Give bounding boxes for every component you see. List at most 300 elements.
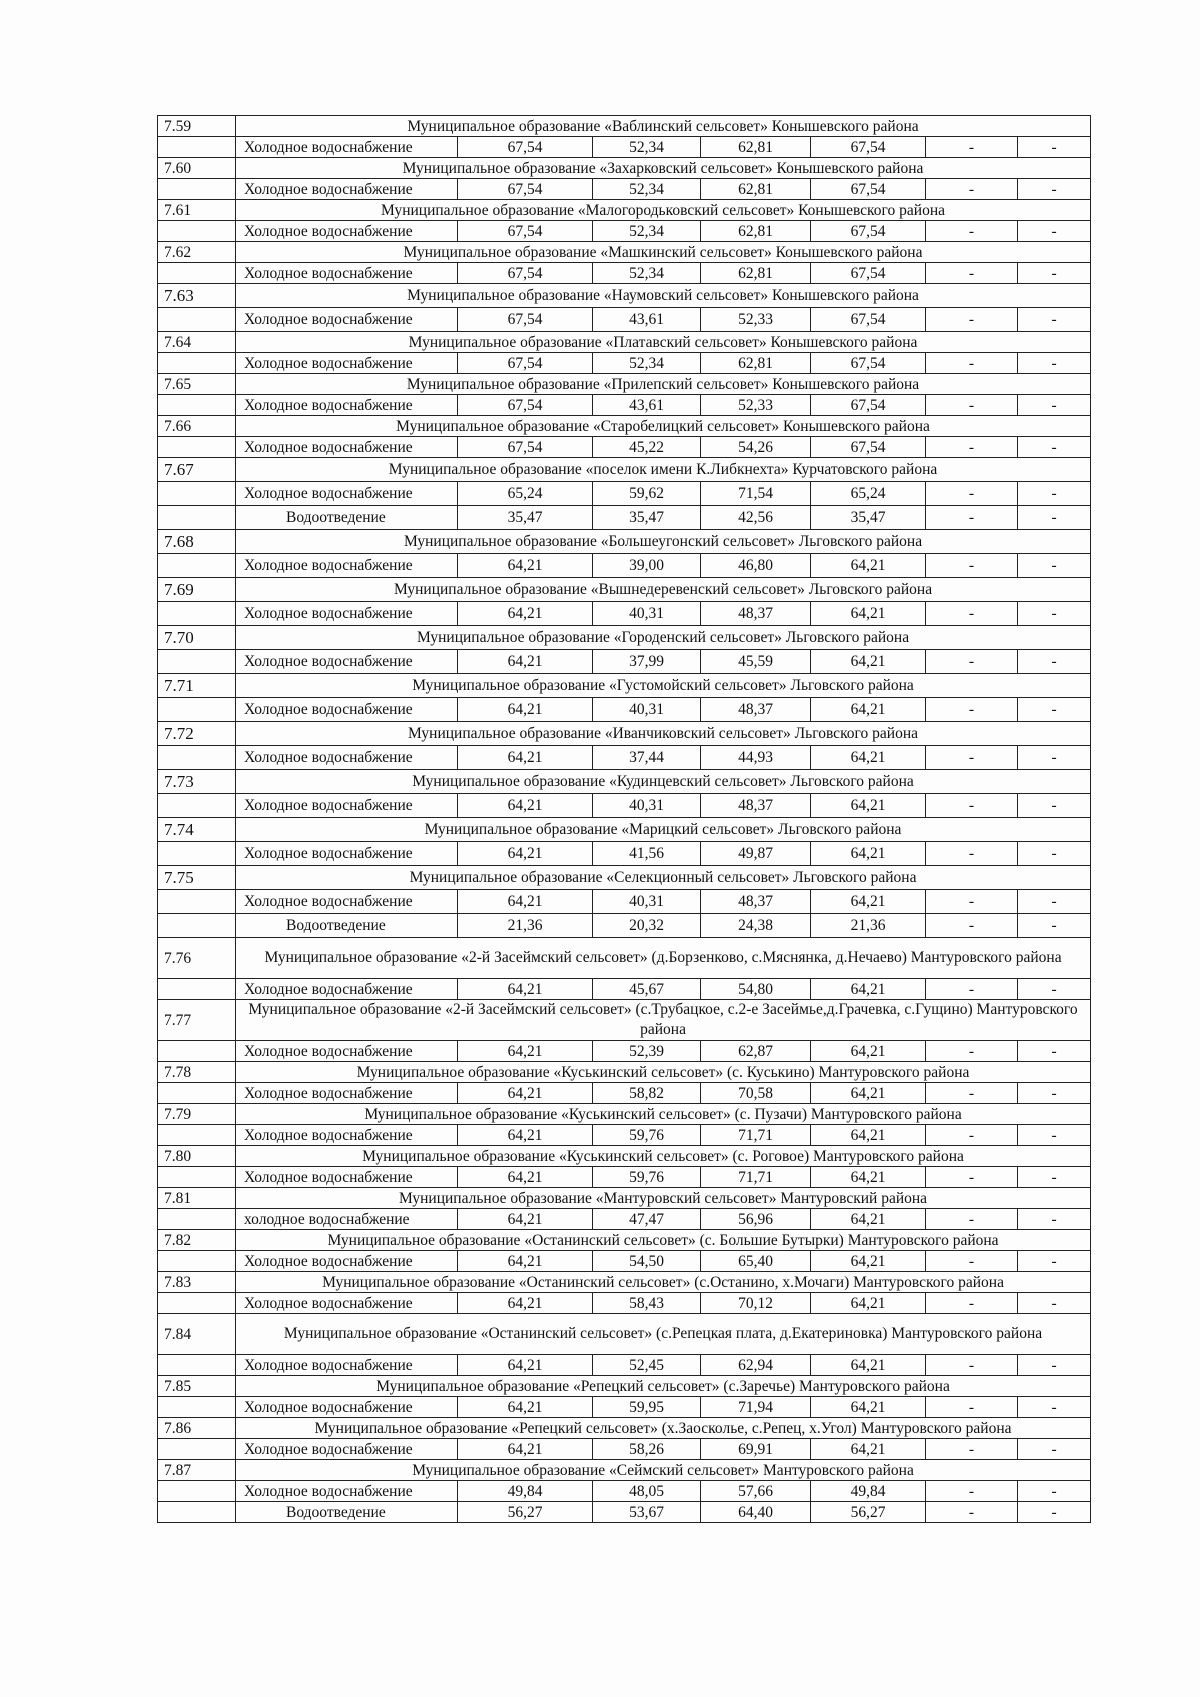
empty-number-cell: [158, 602, 236, 626]
tariff-value-cell: 70,58: [701, 1083, 811, 1104]
municipality-name: Муниципальное образование «Марицкий сельсовет» Льговского района: [236, 818, 1091, 842]
municipality-name: Муниципальное образование «Большеугонский сельсовет» Льговского района: [236, 530, 1091, 554]
municipality-name: Муниципальное образование «Густомойский сельсовет» Льговского района: [236, 674, 1091, 698]
service-name: Холодное водоснабжение: [236, 482, 458, 506]
municipality-name: Муниципальное образование «Мантуровский сельсовет» Мантуровский района: [236, 1188, 1091, 1209]
service-row: [158, 1041, 1091, 1062]
tariff-value-cell: -: [926, 308, 1018, 332]
municipality-name: Муниципальное образование «Захарковский сельсовет» Конышевского района: [236, 158, 1091, 179]
tariff-value-cell: -: [926, 179, 1018, 200]
section-header-row: [158, 1460, 1091, 1481]
tariff-value-cell: 64,21: [458, 1167, 593, 1188]
service-name: Холодное водоснабжение: [236, 437, 458, 458]
section-number: 7.81: [158, 1188, 236, 1209]
service-name: Холодное водоснабжение: [236, 1293, 458, 1314]
tariff-value-cell: 52,33: [701, 395, 811, 416]
section-header-row: [158, 1104, 1091, 1125]
municipality-name: Муниципальное образование «Вышнедеревенский сельсовет» Льговского района: [236, 578, 1091, 602]
service-name: Холодное водоснабжение: [236, 602, 458, 626]
section-header-row: [158, 158, 1091, 179]
tariff-value-cell: -: [926, 221, 1018, 242]
tariff-value-cell: 64,21: [811, 650, 926, 674]
section-number: 7.64: [158, 332, 236, 353]
tariff-value-cell: -: [1018, 698, 1091, 722]
service-row: [158, 482, 1091, 506]
section-header-row: [158, 332, 1091, 353]
tariff-value-cell: 59,76: [593, 1167, 701, 1188]
tariff-value-cell: 64,21: [458, 1251, 593, 1272]
tariff-value-cell: -: [926, 698, 1018, 722]
tariff-value-cell: 64,21: [811, 554, 926, 578]
tariff-value-cell: -: [926, 1293, 1018, 1314]
municipality-name: Муниципальное образование «Прилепский сельсовет» Конышевского района: [236, 374, 1091, 395]
tariff-value-cell: 67,54: [458, 353, 593, 374]
service-row: [158, 979, 1091, 1000]
service-name: Холодное водоснабжение: [236, 1041, 458, 1062]
section-header-row: [158, 284, 1091, 308]
tariff-value-cell: -: [1018, 395, 1091, 416]
tariff-value-cell: -: [926, 746, 1018, 770]
tariff-value-cell: -: [1018, 1041, 1091, 1062]
tariff-value-cell: -: [1018, 263, 1091, 284]
tariff-value-cell: 21,36: [458, 914, 593, 938]
tariff-value-cell: 64,21: [458, 1355, 593, 1376]
tariff-value-cell: -: [1018, 794, 1091, 818]
tariff-value-cell: 62,81: [701, 263, 811, 284]
tariff-value-cell: 56,27: [811, 1502, 926, 1523]
section-header-row: [158, 416, 1091, 437]
service-name: Холодное водоснабжение: [236, 1083, 458, 1104]
tariff-value-cell: 64,21: [811, 890, 926, 914]
tariff-value-cell: 64,21: [811, 602, 926, 626]
section-header-row: [158, 1230, 1091, 1251]
empty-number-cell: [158, 263, 236, 284]
service-row: [158, 890, 1091, 914]
tariff-value-cell: -: [926, 1502, 1018, 1523]
service-row: [158, 698, 1091, 722]
service-name: Холодное водоснабжение: [236, 1439, 458, 1460]
municipality-name: Муниципальное образование «Селекционный сельсовет» Льговского района: [236, 866, 1091, 890]
section-number: 7.72: [158, 722, 236, 746]
tariff-value-cell: -: [1018, 482, 1091, 506]
tariff-value-cell: 67,54: [811, 263, 926, 284]
tariff-value-cell: 48,37: [701, 602, 811, 626]
tariff-value-cell: 64,21: [458, 842, 593, 866]
section-header-row: [158, 374, 1091, 395]
tariff-value-cell: 49,84: [811, 1481, 926, 1502]
tariff-value-cell: 58,82: [593, 1083, 701, 1104]
tariff-value-cell: -: [926, 1125, 1018, 1146]
tariff-value-cell: -: [926, 554, 1018, 578]
tariff-value-cell: 65,40: [701, 1251, 811, 1272]
tariff-value-cell: -: [926, 890, 1018, 914]
tariff-value-cell: -: [1018, 1502, 1091, 1523]
tariff-value-cell: 20,32: [593, 914, 701, 938]
tariff-value-cell: 67,54: [811, 353, 926, 374]
tariff-value-cell: 59,62: [593, 482, 701, 506]
tariff-value-cell: -: [1018, 179, 1091, 200]
tariff-value-cell: -: [1018, 308, 1091, 332]
empty-number-cell: [158, 1125, 236, 1146]
tariff-value-cell: 45,67: [593, 979, 701, 1000]
tariff-value-cell: -: [1018, 1397, 1091, 1418]
service-name: Водоотведение: [236, 1502, 458, 1523]
service-name: Холодное водоснабжение: [236, 395, 458, 416]
empty-number-cell: [158, 1481, 236, 1502]
tariff-value-cell: 64,21: [811, 746, 926, 770]
tariff-value-cell: -: [1018, 1439, 1091, 1460]
tariff-value-cell: 58,26: [593, 1439, 701, 1460]
empty-number-cell: [158, 1209, 236, 1230]
service-name: Холодное водоснабжение: [236, 308, 458, 332]
empty-number-cell: [158, 1502, 236, 1523]
tariff-value-cell: -: [1018, 746, 1091, 770]
tariff-value-cell: -: [1018, 221, 1091, 242]
municipality-name: Муниципальное образование «2-й Засеймский сельсовет» (с.Трубацкое, с.2-е Засеймье,д.Грачевка, с.Гущино) Мантуровского района: [236, 1000, 1091, 1041]
tariff-value-cell: 37,44: [593, 746, 701, 770]
tariff-value-cell: 64,40: [701, 1502, 811, 1523]
section-header-row: [158, 1314, 1091, 1355]
tariff-value-cell: -: [926, 1397, 1018, 1418]
tariff-value-cell: 67,54: [811, 137, 926, 158]
tariff-value-cell: -: [1018, 554, 1091, 578]
tariff-value-cell: 64,21: [458, 746, 593, 770]
section-number: 7.65: [158, 374, 236, 395]
municipality-name: Муниципальное образование «Ваблинский сельсовет» Конышевского района: [236, 116, 1091, 137]
empty-number-cell: [158, 914, 236, 938]
tariff-value-cell: 67,54: [458, 137, 593, 158]
tariff-value-cell: 54,50: [593, 1251, 701, 1272]
tariff-value-cell: 64,21: [458, 554, 593, 578]
tariff-value-cell: 24,38: [701, 914, 811, 938]
service-row: [158, 1125, 1091, 1146]
tariff-value-cell: 64,21: [811, 979, 926, 1000]
service-name: Холодное водоснабжение: [236, 137, 458, 158]
tariff-value-cell: -: [926, 842, 1018, 866]
service-name: Холодное водоснабжение: [236, 179, 458, 200]
section-header-row: [158, 674, 1091, 698]
tariff-value-cell: 64,21: [458, 1293, 593, 1314]
tariff-value-cell: -: [1018, 650, 1091, 674]
tariff-value-cell: 52,34: [593, 263, 701, 284]
empty-number-cell: [158, 1083, 236, 1104]
empty-number-cell: [158, 353, 236, 374]
tariff-value-cell: 67,54: [458, 395, 593, 416]
empty-number-cell: [158, 506, 236, 530]
tariff-value-cell: 35,47: [811, 506, 926, 530]
tariff-value-cell: 52,34: [593, 353, 701, 374]
tariff-value-cell: 62,81: [701, 137, 811, 158]
municipality-name: Муниципальное образование «Малогородьковский сельсовет» Конышевского района: [236, 200, 1091, 221]
service-row: [158, 1251, 1091, 1272]
municipality-name: Муниципальное образование «Наумовский сельсовет» Конышевского района: [236, 284, 1091, 308]
tariff-value-cell: -: [926, 1041, 1018, 1062]
tariff-value-cell: 69,91: [701, 1439, 811, 1460]
tariff-value-cell: 67,54: [811, 395, 926, 416]
section-number: 7.69: [158, 578, 236, 602]
tariff-value-cell: 67,54: [811, 437, 926, 458]
tariff-value-cell: 62,94: [701, 1355, 811, 1376]
tariff-value-cell: 54,80: [701, 979, 811, 1000]
section-number: 7.67: [158, 458, 236, 482]
section-number: 7.63: [158, 284, 236, 308]
empty-number-cell: [158, 1439, 236, 1460]
tariff-value-cell: -: [1018, 842, 1091, 866]
service-name: Холодное водоснабжение: [236, 221, 458, 242]
service-name: Холодное водоснабжение: [236, 554, 458, 578]
section-number: 7.84: [158, 1314, 236, 1355]
empty-number-cell: [158, 842, 236, 866]
tariff-value-cell: 64,21: [811, 794, 926, 818]
tariff-value-cell: 37,99: [593, 650, 701, 674]
tariff-table: [157, 115, 1091, 1523]
tariff-value-cell: -: [926, 137, 1018, 158]
tariff-value-cell: -: [1018, 602, 1091, 626]
empty-number-cell: [158, 221, 236, 242]
tariff-value-cell: 58,43: [593, 1293, 701, 1314]
tariff-value-cell: -: [926, 1209, 1018, 1230]
tariff-value-cell: 64,21: [458, 1041, 593, 1062]
service-row: [158, 1481, 1091, 1502]
tariff-value-cell: -: [1018, 1083, 1091, 1104]
tariff-value-cell: 53,67: [593, 1502, 701, 1523]
section-number: 7.70: [158, 626, 236, 650]
empty-number-cell: [158, 979, 236, 1000]
section-number: 7.73: [158, 770, 236, 794]
service-name: Холодное водоснабжение: [236, 1167, 458, 1188]
municipality-name: Муниципальное образование «Репецкий сельсовет» (с.Заречье) Мантуровского района: [236, 1376, 1091, 1397]
section-number: 7.76: [158, 938, 236, 979]
tariff-value-cell: 41,56: [593, 842, 701, 866]
section-number: 7.87: [158, 1460, 236, 1481]
service-row: [158, 137, 1091, 158]
tariff-value-cell: 62,87: [701, 1041, 811, 1062]
section-header-row: [158, 1418, 1091, 1439]
section-number: 7.78: [158, 1062, 236, 1083]
tariff-value-cell: 71,71: [701, 1125, 811, 1146]
tariff-value-cell: -: [1018, 979, 1091, 1000]
tariff-value-cell: 64,21: [811, 1125, 926, 1146]
tariff-value-cell: 67,54: [811, 308, 926, 332]
tariff-value-cell: -: [926, 353, 1018, 374]
service-row: [158, 650, 1091, 674]
tariff-value-cell: 67,54: [458, 179, 593, 200]
tariff-value-cell: -: [926, 482, 1018, 506]
section-header-row: [158, 1188, 1091, 1209]
empty-number-cell: [158, 437, 236, 458]
tariff-value-cell: -: [926, 437, 1018, 458]
service-row: [158, 914, 1091, 938]
tariff-value-cell: 64,21: [458, 1397, 593, 1418]
section-header-row: [158, 116, 1091, 137]
tariff-value-cell: -: [1018, 890, 1091, 914]
tariff-value-cell: 52,34: [593, 221, 701, 242]
service-row: [158, 554, 1091, 578]
tariff-value-cell: 67,54: [811, 179, 926, 200]
tariff-value-cell: 67,54: [811, 221, 926, 242]
tariff-value-cell: 70,12: [701, 1293, 811, 1314]
section-header-row: [158, 722, 1091, 746]
tariff-value-cell: 64,21: [811, 1209, 926, 1230]
tariff-value-cell: -: [1018, 914, 1091, 938]
empty-number-cell: [158, 395, 236, 416]
section-header-row: [158, 770, 1091, 794]
tariff-value-cell: 52,45: [593, 1355, 701, 1376]
tariff-value-cell: 48,05: [593, 1481, 701, 1502]
empty-number-cell: [158, 1251, 236, 1272]
section-number: 7.60: [158, 158, 236, 179]
tariff-value-cell: -: [926, 794, 1018, 818]
service-row: [158, 602, 1091, 626]
section-header-row: [158, 578, 1091, 602]
section-header-row: [158, 1000, 1091, 1041]
municipality-name: Муниципальное образование «Городенский сельсовет» Льговского района: [236, 626, 1091, 650]
municipality-name: Муниципальное образование «2-й Засеймский сельсовет» (д.Борзенково, с.Мяснянка, д.Нечаево) Мантуровского района: [236, 938, 1091, 979]
tariff-value-cell: 64,21: [811, 1251, 926, 1272]
service-name: Холодное водоснабжение: [236, 1481, 458, 1502]
tariff-value-cell: 56,96: [701, 1209, 811, 1230]
section-number: 7.61: [158, 200, 236, 221]
tariff-value-cell: -: [1018, 353, 1091, 374]
tariff-value-cell: 45,59: [701, 650, 811, 674]
tariff-value-cell: 62,81: [701, 179, 811, 200]
municipality-name: Муниципальное образование «Куськинский сельсовет» (с. Пузачи) Мантуровского района: [236, 1104, 1091, 1125]
service-name: Холодное водоснабжение: [236, 794, 458, 818]
tariff-value-cell: -: [926, 1355, 1018, 1376]
tariff-table-body: [158, 116, 1091, 1523]
service-row: [158, 1293, 1091, 1314]
tariff-value-cell: 65,24: [811, 482, 926, 506]
municipality-name: Муниципальное образование «Платавский сельсовет» Конышевского района: [236, 332, 1091, 353]
tariff-value-cell: 64,21: [458, 1083, 593, 1104]
service-row: [158, 1502, 1091, 1523]
tariff-value-cell: 64,21: [458, 602, 593, 626]
tariff-value-cell: 64,21: [811, 1397, 926, 1418]
tariff-value-cell: -: [1018, 1481, 1091, 1502]
service-name: Холодное водоснабжение: [236, 650, 458, 674]
tariff-value-cell: 64,21: [458, 890, 593, 914]
tariff-value-cell: 56,27: [458, 1502, 593, 1523]
tariff-value-cell: 64,21: [811, 698, 926, 722]
section-header-row: [158, 1376, 1091, 1397]
section-header-row: [158, 242, 1091, 263]
empty-number-cell: [158, 1355, 236, 1376]
municipality-name: Муниципальное образование «Машкинский сельсовет» Конышевского района: [236, 242, 1091, 263]
service-row: [158, 308, 1091, 332]
section-number: 7.68: [158, 530, 236, 554]
tariff-value-cell: -: [926, 914, 1018, 938]
tariff-value-cell: 39,00: [593, 554, 701, 578]
tariff-value-cell: 71,94: [701, 1397, 811, 1418]
section-header-row: [158, 626, 1091, 650]
service-name: Холодное водоснабжение: [236, 353, 458, 374]
tariff-value-cell: 64,21: [811, 1293, 926, 1314]
municipality-name: Муниципальное образование «Иванчиковский сельсовет» Льговского района: [236, 722, 1091, 746]
section-number: 7.59: [158, 116, 236, 137]
tariff-value-cell: 35,47: [458, 506, 593, 530]
tariff-value-cell: -: [1018, 1251, 1091, 1272]
tariff-value-cell: 64,21: [458, 698, 593, 722]
empty-number-cell: [158, 179, 236, 200]
tariff-value-cell: 40,31: [593, 602, 701, 626]
service-row: [158, 746, 1091, 770]
section-header-row: [158, 1062, 1091, 1083]
tariff-value-cell: -: [1018, 1125, 1091, 1146]
tariff-value-cell: 64,21: [458, 794, 593, 818]
section-number: 7.77: [158, 1000, 236, 1041]
tariff-value-cell: -: [1018, 506, 1091, 530]
service-row: [158, 1397, 1091, 1418]
tariff-value-cell: 43,61: [593, 395, 701, 416]
empty-number-cell: [158, 482, 236, 506]
section-number: 7.66: [158, 416, 236, 437]
tariff-value-cell: 43,61: [593, 308, 701, 332]
tariff-value-cell: 54,26: [701, 437, 811, 458]
service-name: Водоотведение: [236, 914, 458, 938]
service-row: [158, 395, 1091, 416]
service-name: Холодное водоснабжение: [236, 842, 458, 866]
section-number: 7.82: [158, 1230, 236, 1251]
tariff-value-cell: 67,54: [458, 437, 593, 458]
municipality-name: Муниципальное образование «Куськинский сельсовет» (с. Куськино) Мантуровского района: [236, 1062, 1091, 1083]
tariff-value-cell: 64,21: [458, 1439, 593, 1460]
tariff-value-cell: 40,31: [593, 698, 701, 722]
empty-number-cell: [158, 1293, 236, 1314]
tariff-value-cell: 59,95: [593, 1397, 701, 1418]
service-name: Холодное водоснабжение: [236, 979, 458, 1000]
tariff-value-cell: -: [1018, 1209, 1091, 1230]
empty-number-cell: [158, 650, 236, 674]
section-number: 7.71: [158, 674, 236, 698]
municipality-name: Муниципальное образование «Куськинский сельсовет» (с. Роговое) Мантуровского района: [236, 1146, 1091, 1167]
tariff-value-cell: 48,37: [701, 794, 811, 818]
section-number: 7.79: [158, 1104, 236, 1125]
tariff-value-cell: 64,21: [458, 979, 593, 1000]
service-row: [158, 1083, 1091, 1104]
tariff-value-cell: 48,37: [701, 890, 811, 914]
tariff-value-cell: 49,84: [458, 1481, 593, 1502]
section-number: 7.75: [158, 866, 236, 890]
section-header-row: [158, 1272, 1091, 1293]
tariff-value-cell: 44,93: [701, 746, 811, 770]
tariff-value-cell: 64,21: [811, 1355, 926, 1376]
empty-number-cell: [158, 890, 236, 914]
tariff-value-cell: 52,33: [701, 308, 811, 332]
tariff-value-cell: 40,31: [593, 890, 701, 914]
service-name: Холодное водоснабжение: [236, 698, 458, 722]
tariff-value-cell: 35,47: [593, 506, 701, 530]
empty-number-cell: [158, 554, 236, 578]
tariff-value-cell: 71,71: [701, 1167, 811, 1188]
tariff-value-cell: 64,21: [811, 842, 926, 866]
tariff-value-cell: -: [926, 1439, 1018, 1460]
section-header-row: [158, 818, 1091, 842]
tariff-value-cell: 45,22: [593, 437, 701, 458]
tariff-value-cell: 71,54: [701, 482, 811, 506]
empty-number-cell: [158, 1397, 236, 1418]
section-header-row: [158, 458, 1091, 482]
service-row: [158, 437, 1091, 458]
service-name: Холодное водоснабжение: [236, 746, 458, 770]
municipality-name: Муниципальное образование «Останинский сельсовет» (с.Репецкая плата, д.Екатериновка) Мантуровского района: [236, 1314, 1091, 1355]
section-number: 7.83: [158, 1272, 236, 1293]
municipality-name: Муниципальное образование «Репецкий сельсовет» (х.Заосколье, с.Репец, х.Угол) Мантуровского района: [236, 1418, 1091, 1439]
section-header-row: [158, 938, 1091, 979]
service-row: [158, 179, 1091, 200]
section-header-row: [158, 200, 1091, 221]
section-header-row: [158, 866, 1091, 890]
tariff-value-cell: 67,54: [458, 221, 593, 242]
